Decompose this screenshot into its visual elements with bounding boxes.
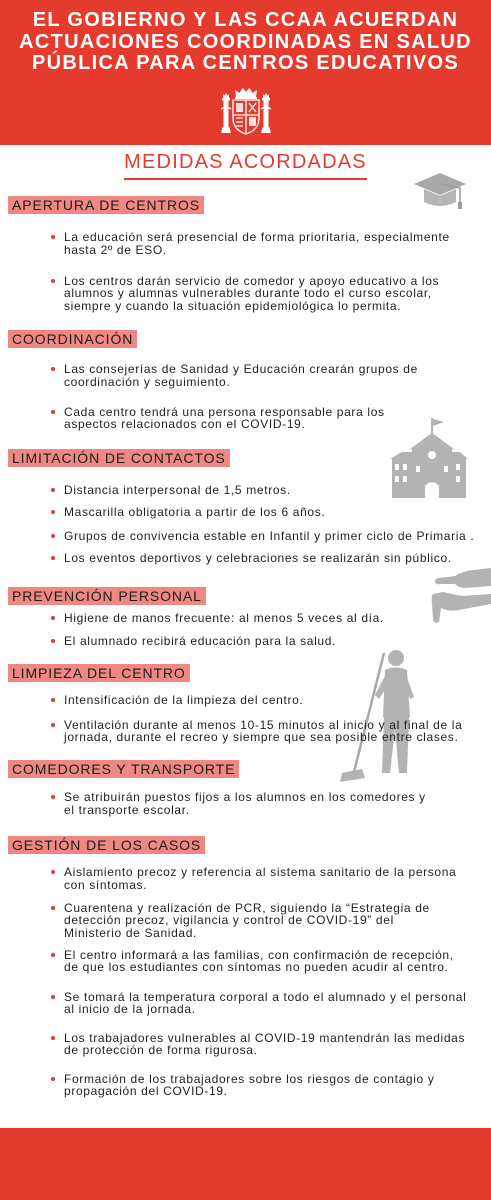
section-gestion-de-los-casos: [0, 836, 491, 1098]
list-item: [0, 991, 491, 1016]
list-item: [0, 612, 491, 625]
bullet-dot: [51, 367, 55, 371]
bullet-dot: [51, 1036, 55, 1040]
bullet-dot: [51, 616, 55, 620]
list-item: [0, 530, 491, 543]
list-item: [0, 275, 491, 313]
item-text: Cada centro tendrá una persona responsable para los aspectos relacionados con el COVID-19.: [64, 404, 385, 432]
bullet-dot: [51, 410, 55, 414]
bullet-dot: [51, 795, 55, 799]
bullet-dot: [51, 995, 55, 999]
bullet-dot: [51, 906, 55, 910]
list-item: [0, 866, 491, 891]
item-text: Se atribuirán puestos fijos a los alumnos en los comedores y el transporte escolar.: [64, 790, 426, 817]
item-list: [0, 791, 491, 816]
list-item: [0, 902, 491, 940]
page-title: EL GOBIERNO Y LAS CCAA ACUERDAN ACTUACIONES COORDINADAS EN SALUD PÚBLICA PARA CENTROS EDUCATIVOS: [19, 9, 472, 74]
list-item: [0, 791, 491, 816]
coat-of-arms-icon: [221, 85, 271, 137]
item-text: El alumnado recibirá educación para la salud.: [64, 633, 337, 648]
bullet-dot: [51, 534, 55, 538]
list-item: [0, 635, 491, 648]
item-text: Los trabajadores vulnerables al COVID-19 mantendrán las medidas de protección de forma rigurosa.: [64, 1030, 466, 1058]
list-item: [0, 694, 491, 707]
section-title: LIMITACIÓN DE CONTACTOS: [8, 449, 230, 467]
list-item: [0, 719, 491, 744]
list-item: [0, 552, 491, 565]
item-text: Distancia interpersonal de 1,5 metros.: [64, 483, 291, 497]
item-text: Higiene de manos frecuente: al menos 5 veces al día.: [64, 611, 384, 625]
section-title: APERTURA DE CENTROS: [8, 196, 204, 214]
item-text: El centro informará a las familias, con confirmación de recepción, de que los estudiantes con síntomas no pueden acudir al centro.: [64, 947, 454, 975]
bullet-dot: [51, 488, 55, 492]
list-item: [0, 1032, 491, 1057]
section-title: COMEDORES Y TRANSPORTE: [8, 760, 239, 778]
item-list: [0, 694, 491, 744]
item-text: Se tomará la temperatura corporal a todo el alumnado y el personal al inicio de la jornada.: [64, 989, 467, 1017]
section-title: PREVENCIÓN PERSONAL: [8, 587, 206, 605]
bullet-dot: [51, 953, 55, 957]
item-text: Ventilación durante al menos 10-15 minutos al inicio y al final de la jornada, durante el recreo y siempre que sea posible entre clases.: [64, 717, 463, 745]
bullet-dot: [51, 510, 55, 514]
item-text: Mascarilla obligatoria a partir de los 6 años.: [64, 504, 326, 519]
item-list: [0, 866, 491, 1098]
section-prevencion-personal: [0, 587, 491, 647]
section-apertura-de-centros: [0, 196, 491, 312]
list-item: [0, 231, 491, 256]
section-title: LIMPIEZA DEL CENTRO: [8, 664, 190, 682]
item-text: La educación será presencial de forma prioritaria, especialmente hasta 2º de ESO.: [64, 230, 450, 257]
list-item: [0, 484, 491, 497]
section-comedores-y-transporte: [0, 760, 491, 816]
section-title: GESTIÓN DE LOS CASOS: [8, 836, 205, 854]
section-limitacion-de-contactos: [0, 449, 491, 564]
item-text: Las consejerías de Sanidad y Educación crearán grupos de coordinación y seguimiento.: [64, 362, 418, 389]
list-item: [0, 506, 491, 519]
list-item: [0, 1073, 491, 1098]
list-item: [0, 406, 491, 431]
item-list: [0, 484, 491, 564]
footer-banner: [0, 1128, 491, 1200]
header-banner: [0, 0, 491, 145]
bullet-dot: [51, 279, 55, 283]
bullet-dot: [51, 556, 55, 560]
list-item: [0, 363, 491, 388]
bullet-dot: [51, 723, 55, 727]
item-list: [0, 363, 491, 431]
main-heading: MEDIDAS ACORDADAS: [124, 151, 367, 180]
item-text: Los centros darán servicio de comedor y apoyo educativo a los alumnos y alumnas vulnerables durante todo el curso escolar, siempre y cuando la situación epidemiológica lo permita.: [64, 273, 440, 313]
item-list: [0, 231, 491, 312]
section-coordinacion: [0, 330, 491, 431]
item-text: Formación de los trabajadores sobre los riesgos de contagio y propagación del COVID-19.: [64, 1071, 435, 1099]
bullet-dot: [51, 870, 55, 874]
bullet-dot: [51, 1077, 55, 1081]
section-limpieza-del-centro: [0, 664, 491, 744]
bullet-dot: [51, 235, 55, 239]
bullet-dot: [51, 639, 55, 643]
section-title: COORDINACIÓN: [8, 330, 137, 348]
item-text: Cuarentena y realización de PCR, siguiendo la “Estrategia de detección precoz, vigilancia y control de COVID-19” del Ministerio de Sanidad.: [64, 900, 430, 940]
bullet-dot: [51, 698, 55, 702]
item-text: Aislamiento precoz y referencia al sistema sanitario de la persona con síntomas.: [64, 865, 457, 892]
item-list: [0, 612, 491, 647]
list-item: [0, 949, 491, 974]
item-text: Intensificación de la limpieza del centro.: [64, 693, 304, 707]
item-text: Los eventos deportivos y celebraciones se realizarán sin público.: [64, 550, 452, 565]
item-text: Grupos de convivencia estable en Infantil y primer ciclo de Primaria .: [64, 528, 475, 543]
